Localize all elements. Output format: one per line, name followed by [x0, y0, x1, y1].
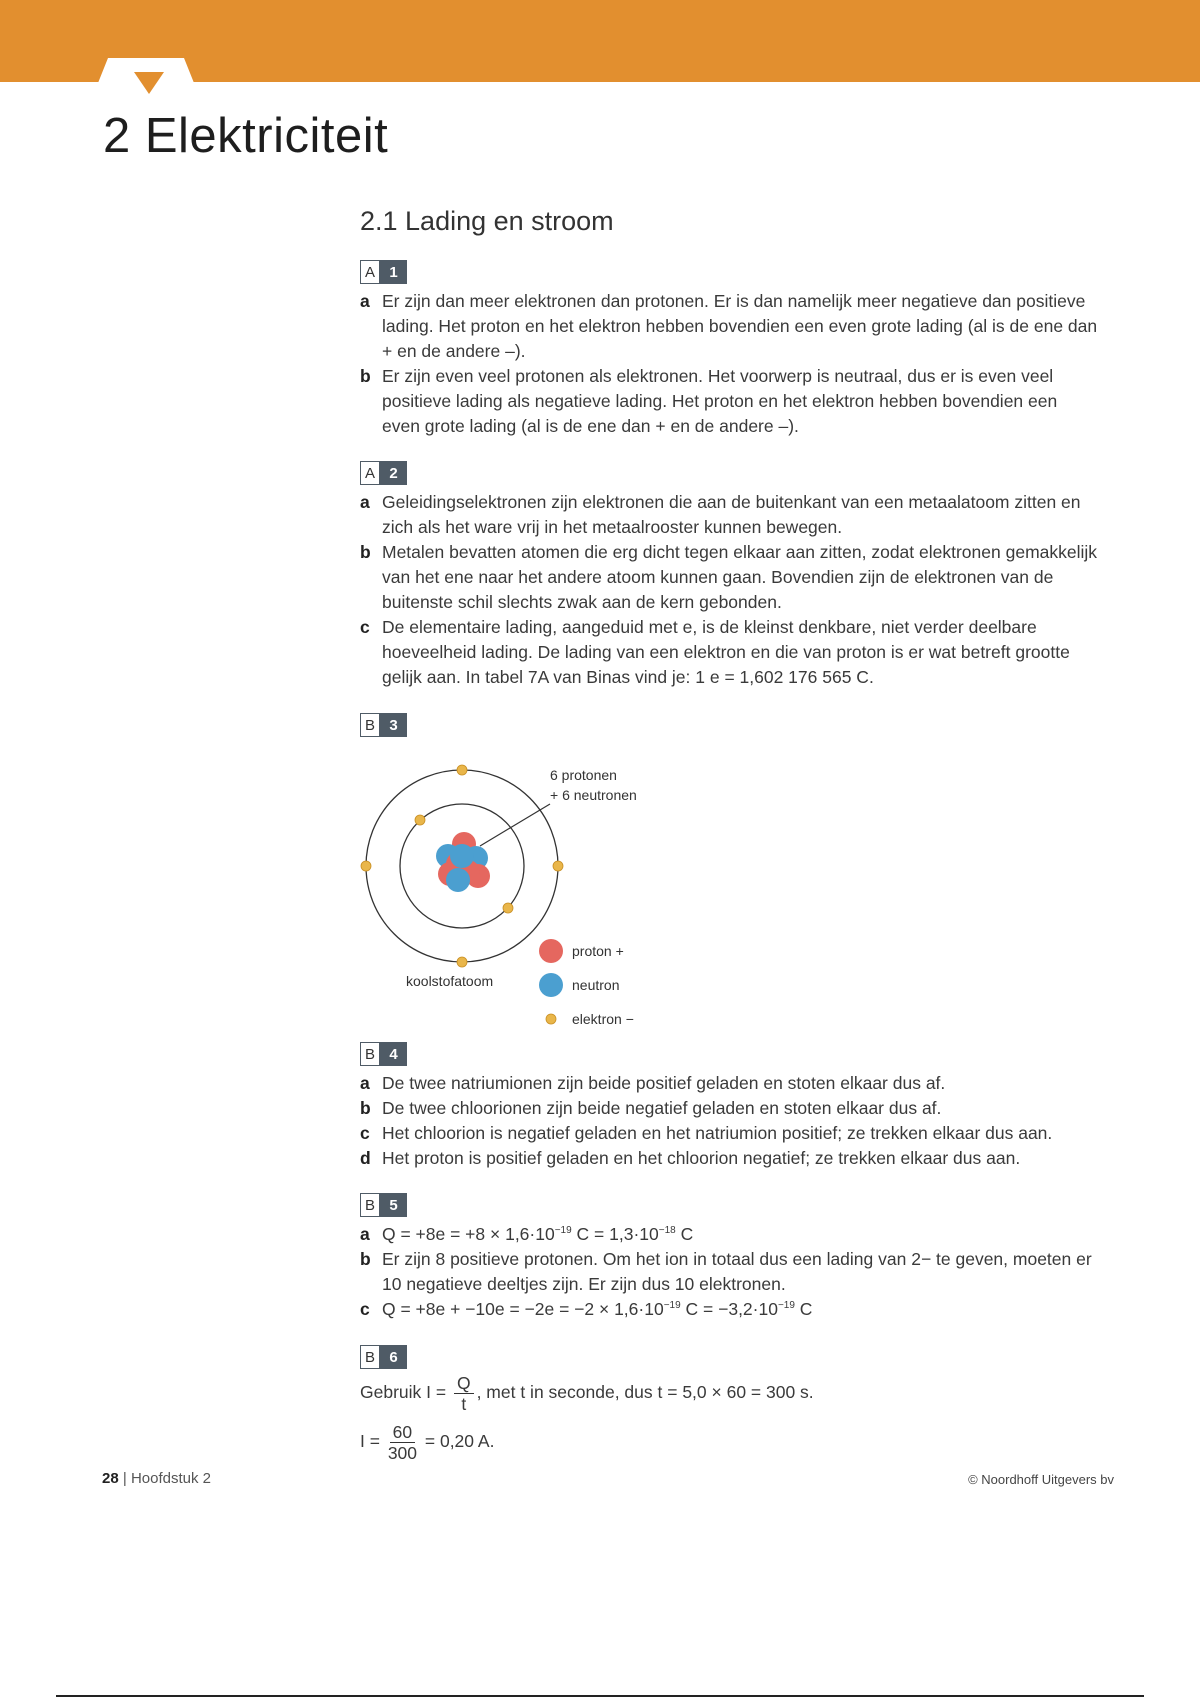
item-letter: a — [360, 1224, 370, 1244]
item-text: Er zijn dan meer elektronen dan protonen. Er is dan namelijk meer negatieve dan positieve lading. Het proton en het elektron hebben bovendien een even grote lading (al is de ene dan + en de andere –). — [382, 291, 1098, 361]
nucleus — [436, 832, 490, 892]
carbon-atom-diagram — [360, 760, 720, 1030]
legend-electron-swatch — [546, 1014, 556, 1024]
item-formula: $Q = +8e = +8 \times 1,6\cdot 10^{-19}$ $C = 1,3\cdot 10^{-18}$ C — [382, 1224, 694, 1244]
question-number: 5 — [380, 1193, 407, 1217]
item-letter: b — [360, 542, 371, 562]
legend-electron-label: elektron − — [572, 1011, 634, 1027]
question-number: 3 — [380, 713, 407, 737]
question-number: 2 — [380, 461, 407, 485]
question-b6 — [360, 1345, 1100, 1463]
nucleus-label-line2: + 6 neutronen — [550, 787, 637, 803]
question-number: 1 — [380, 260, 407, 284]
answer-item — [360, 1121, 1100, 1146]
question-label — [360, 461, 1100, 485]
question-label — [360, 260, 1100, 284]
item-letter: b — [360, 366, 371, 386]
footer-chapter: Hoofdstuk 2 — [130, 1470, 211, 1487]
item-text: De twee chloorionen zijn beide negatief geladen en stoten elkaar dus af. — [382, 1098, 942, 1118]
item-text: Het proton is positief geladen en het chloorion negatief; ze trekken elkaar dus aan. — [382, 1148, 1021, 1168]
answer-item — [360, 364, 1100, 439]
answer-item — [360, 1247, 1100, 1297]
chapter-title: 2 Elektriciteit — [103, 109, 389, 163]
formula-line-2: I = $\frac{60}{300}$ = 0,20 A. — [360, 1422, 495, 1463]
chevron-down-icon — [134, 72, 164, 94]
item-letter: a — [360, 1073, 370, 1093]
legend-proton-label: proton + — [572, 943, 624, 959]
question-label — [360, 1042, 1100, 1066]
divider — [56, 1695, 1144, 1697]
legend-neutron-swatch — [539, 973, 563, 997]
answer-item — [360, 615, 1100, 690]
page-number: 28 — [102, 1470, 119, 1487]
question-label — [360, 1193, 1100, 1217]
footer-separator: | — [122, 1470, 131, 1487]
item-text: Geleidingselektronen zijn elektronen die aan de buitenkant van een metaalatoom zitten en zich als het ware vrij in het metaalrooster kunnen bewegen. — [382, 492, 1081, 537]
legend-proton-swatch — [539, 939, 563, 963]
item-letter: a — [360, 492, 370, 512]
legend-neutron-label: neutron — [572, 977, 620, 993]
item-letter: d — [360, 1148, 371, 1168]
question-label — [360, 1345, 1100, 1369]
answer-item — [360, 1222, 1100, 1247]
question-level: B — [360, 1345, 380, 1369]
item-text: Metalen bevatten atomen die erg dicht tegen elkaar aan zitten, zodat elektronen gemakkelijk van het ene naar het andere atoom kunnen gaan. Bovendien zijn de elektronen van de buitenste schil slechts zwak aan de kern gebonden. — [382, 542, 1098, 612]
item-letter: c — [360, 1123, 370, 1143]
question-number: 6 — [380, 1345, 407, 1369]
question-level: A — [360, 461, 380, 485]
atom-label: koolstofatoom — [406, 973, 494, 989]
question-level: B — [360, 1193, 380, 1217]
item-letter: c — [360, 1299, 370, 1319]
page-footer-left — [102, 1470, 211, 1487]
nucleus-label-line1: 6 protonen — [550, 767, 617, 783]
question-a1 — [360, 260, 1100, 439]
section-title: 2.1 Lading en stroom — [360, 206, 614, 236]
question-b5 — [360, 1193, 1100, 1322]
question-level: B — [360, 1042, 380, 1066]
answer-item — [360, 1297, 1100, 1322]
formula-line-1: Gebruik I = $\frac{Q}{t}$ , met t in seconde, dus t = 5,0 × 60 = 300 s. — [360, 1373, 814, 1414]
answer-item — [360, 289, 1100, 364]
question-number: 4 — [380, 1042, 407, 1066]
item-letter: a — [360, 291, 370, 311]
item-letter: b — [360, 1249, 371, 1269]
item-text: De elementaire lading, aangeduid met e, is de kleinst denkbare, niet verder deelbare hoeveelheid lading. De lading van een elektron en die van proton is er wat betreft grootte gelijk aan. In tabel 7A van Binas vind je: 1 e = 1,602 176 565 C. — [382, 617, 1070, 687]
question-level: B — [360, 713, 380, 737]
item-text: Er zijn even veel protonen als elektronen. Het voorwerp is neutraal, dus er is even veel positieve lading als negatieve lading. Het proton en het elektron hebben bovendien een even grote lading (al is de ene dan + en de andere –). — [382, 366, 1058, 436]
question-a2 — [360, 461, 1100, 690]
item-formula: $Q = +8e + -10e = -2e = -2 \times 1,6\cdot 10^{-19}$ $C = -3,2\cdot 10^{-19}$ C — [382, 1299, 813, 1319]
item-text: De twee natriumionen zijn beide positief geladen en stoten elkaar dus af. — [382, 1073, 946, 1093]
question-b3 — [360, 713, 1100, 737]
question-level: A — [360, 260, 380, 284]
question-b4 — [360, 1042, 1100, 1171]
answer-item — [360, 1146, 1100, 1171]
question-label — [360, 713, 1100, 737]
fraction: $\frac{60}{300}$ — [387, 1422, 418, 1463]
answer-item — [360, 1096, 1100, 1121]
item-text: Het chloorion is negatief geladen en het natriumion positief; ze trekken elkaar dus aan. — [382, 1123, 1053, 1143]
copyright: © Noordhoff Uitgevers bv — [968, 1472, 1114, 1487]
answer-item — [360, 490, 1100, 540]
answer-item — [360, 1071, 1100, 1096]
item-text: Er zijn 8 positieve protonen. Om het ion in totaal dus een lading van 2− te geven, moeten er 10 negatieve deeltjes zijn. Er zijn dus 10 elektronen. — [382, 1249, 1092, 1294]
fraction: $\frac{Q}{t}$ — [454, 1373, 474, 1414]
item-letter: c — [360, 617, 370, 637]
answer-item — [360, 540, 1100, 615]
item-letter: b — [360, 1098, 371, 1118]
